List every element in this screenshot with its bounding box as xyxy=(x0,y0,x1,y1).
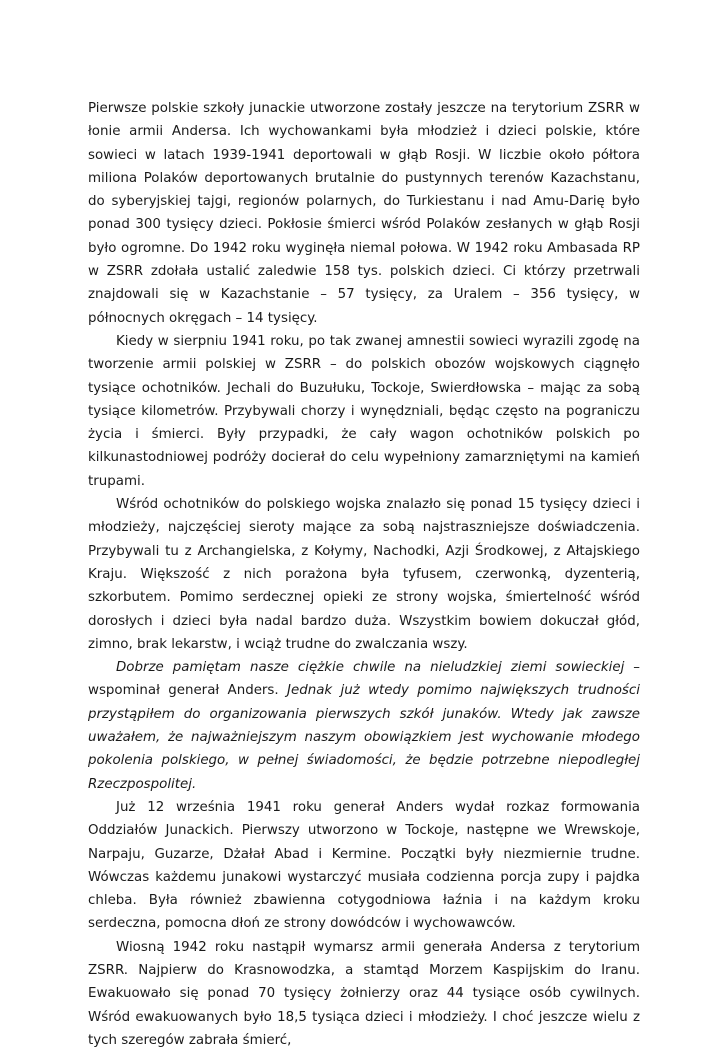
anders-quote-part-1: Dobrze pamiętam nasze ciężkie chwile na nieludzkiej ziemi sowieckiej xyxy=(116,660,625,676)
paragraph-4-quote xyxy=(88,656,640,796)
paragraph-3: Wśród ochotników do polskiego wojska znalazło się ponad 15 tysięcy dzieci i młodzieży, najczęściej sieroty mające za sobą najstraszniejsze doświadczenia. Przybywali tu z Archangielska, z Kołymy, Nachodki, Azji Środkowej, z Ałtajskiego Kraju. Większość z nich porażona była tyfusem, czerwonką, dyzenterią, szkorbutem. Pomimo serdecznej opieki ze strony wojska, śmiertelność wśród dorosłych i dzieci była nadal bardzo duża. Wszystkim bowiem dokuczał głód, zimno, brak lekarstw, i wciąż trudne do zwalczania wszy. xyxy=(88,497,640,652)
paragraph-1: Pierwsze polskie szkoły junackie utworzone zostały jeszcze na terytorium ZSRR w łonie armii Andersa. Ich wychowankami była młodzież i dzieci polskie, które sowieci w latach 1939-1941 deportowali w głąb Rosji. W liczbie około półtora miliona Polaków deportowanych brutalnie do pustynnych terenów Kazachstanu, do syberyjskiej tajgi, regionów polarnych, do Turkiestanu i nad Amu-Darię było ponad 300 tysięcy dzieci. Pokłosie śmierci wśród Polaków zesłanych w głąb Rosji było ogromne. Do 1942 roku wyginęła niemal połowa. W 1942 roku Ambasada RP w ZSRR zdołała ustalić zaledwie 158 tys. polskich dzieci. Ci którzy przetrwali znajdowali się w Kazachstanie – 57 tysięcy, za Uralem – 356 tysięcy, w północnych okręgach – 14 tysięcy. xyxy=(88,101,640,326)
document-page xyxy=(88,97,640,1052)
quote-attribution: – wspominał generał Anders. xyxy=(88,660,640,699)
paragraph-5: Już 12 września 1941 roku generał Anders wydał rozkaz formowania Oddziałów Junackich. Pierwszy utworzono w Tockoje, następne we Wrewskoje, Narpaju, Guzarze, Dżałał Abad i Kermine. Początki były niezmiernie trudne. Wówczas każdemu junakowi wystarczyć musiała codzienna porcja zupy i pajdka chleba. Była również zbawienna cotygodniowa łaźnia i na każdym kroku serdeczna, pomocna dłoń ze strony dowódców i wychowawców. xyxy=(88,799,640,932)
paragraph-6: Wiosną 1942 roku nastąpił wymarsz armii generała Andersa z terytorium ZSRR. Najpierw do Krasnowodzka, a stamtąd Morzem Kaspijskim do Iranu. Ewakuowało się ponad 70 tysięcy żołnierzy oraz 44 tysiące osób cywilnych. Wśród ewakuowanych było 18,5 tysiąca dzieci i młodzieży. I choć jeszcze wielu z tych szeregów zabrała śmierć, xyxy=(88,939,640,1048)
anders-quote-part-2: Jednak już wtedy pomimo największych trudności przystąpiłem do organizowania pierwszych szkół junaków. Wtedy jak zawsze uważałem, że najważniejszym naszym obowiązkiem jest wychowanie młodego pokolenia polskiego, w pełnej świadomości, że będzie potrzebne niepodległej Rzeczpospolitej. xyxy=(88,683,640,792)
paragraph-2: Kiedy w sierpniu 1941 roku, po tak zwanej amnestii sowieci wyrazili zgodę na tworzenie armii polskiej w ZSRR – do polskich obozów wojskowych ciągnęło tysiące ochotników. Jechali do Buzułuku, Tockoje, Swierdłowska – mając za sobą tysiące kilometrów. Przybywali chorzy i wynędzniali, będąc często na pograniczu życia i śmierci. Były przypadki, że cały wagon ochotników polskich po kilkunastodniowej podróży docierał do celu wypełniony zamarzniętymi na kamień trupami. xyxy=(88,333,640,489)
